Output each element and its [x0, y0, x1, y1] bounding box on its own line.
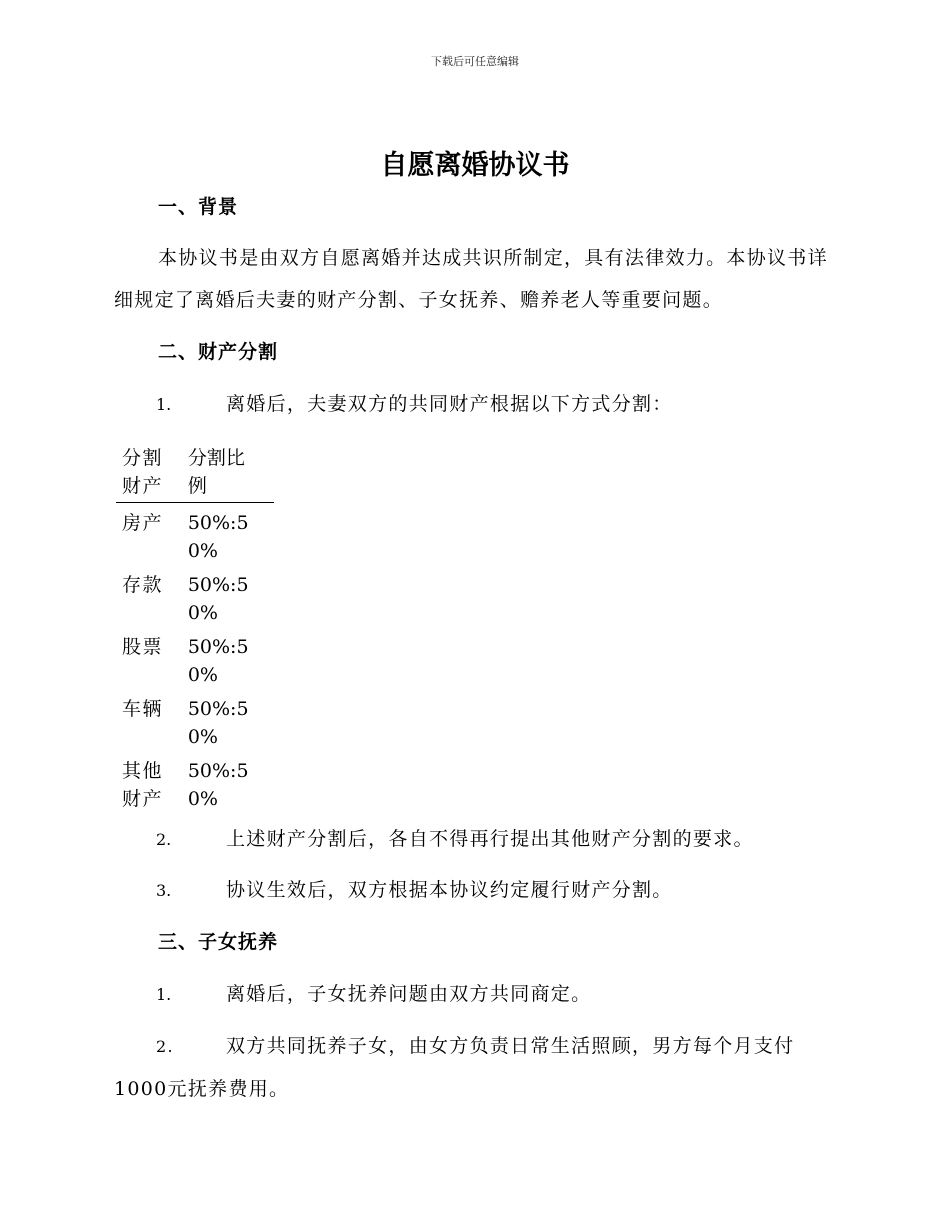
table-cell-ratio: 50%:50% — [187, 574, 249, 624]
property-split-table — [116, 444, 274, 819]
table-cell-property: 车辆 — [122, 698, 164, 720]
table-row — [116, 695, 274, 757]
property-item-1-number: 1. — [156, 395, 172, 414]
table-cell-ratio: 50%:50% — [187, 512, 249, 562]
table-row — [116, 757, 274, 819]
header-note: 下载后可任意编辑 — [431, 55, 519, 68]
children-item-2-number: 2. — [156, 1037, 174, 1056]
table-row — [116, 503, 274, 572]
table-cell-ratio: 50%:50% — [187, 698, 249, 748]
property-item-3-text: 协议生效后，双方根据本协议约定履行财产分割。 — [226, 879, 673, 901]
property-item-2-number: 2. — [156, 830, 172, 849]
table-cell-property: 房产 — [122, 512, 164, 534]
children-item-2-text: 双方共同抚养子女，由女方负责日常生活照顾，男方每个月支付1000元抚养费用。 — [114, 1035, 795, 1100]
table-cell-ratio: 50%:50% — [187, 760, 249, 810]
children-item-2 — [114, 1025, 836, 1110]
section-heading-children: 三、子女抚养 — [158, 931, 279, 953]
table-header-property: 分割财产 — [122, 447, 164, 497]
document-title: 自愿离婚协议书 — [380, 150, 570, 181]
table-cell-property: 其他财产 — [122, 760, 164, 810]
background-paragraph-text: 本协议书是由双方自愿离婚并达成共识所制定，具有法律效力。本协议书详细规定了离婚后夫妻的财产分割、子女抚养、赡养老人等重要问题。 — [114, 247, 828, 311]
property-item-1-text: 离婚后，夫妻双方的共同财产根据以下方式分割： — [226, 393, 673, 415]
table-cell-ratio: 50%:50% — [187, 636, 249, 686]
property-item-3-number: 3. — [156, 881, 172, 900]
children-item-1-text: 离婚后，子女抚养问题由双方共同商定。 — [226, 983, 592, 1005]
table-row — [116, 571, 274, 633]
table-cell-property: 存款 — [122, 574, 164, 596]
table-row — [116, 633, 274, 695]
children-item-1-number: 1. — [156, 985, 172, 1004]
table-header-ratio: 分割比例 — [187, 447, 245, 497]
table-cell-property: 股票 — [122, 636, 164, 658]
property-item-2-text: 上述财产分割后，各自不得再行提出其他财产分割的要求。 — [226, 828, 754, 850]
table-header-row — [116, 444, 274, 503]
section-heading-background: 一、背景 — [158, 196, 239, 218]
section-heading-property: 二、财产分割 — [158, 341, 279, 363]
background-paragraph — [114, 237, 834, 321]
